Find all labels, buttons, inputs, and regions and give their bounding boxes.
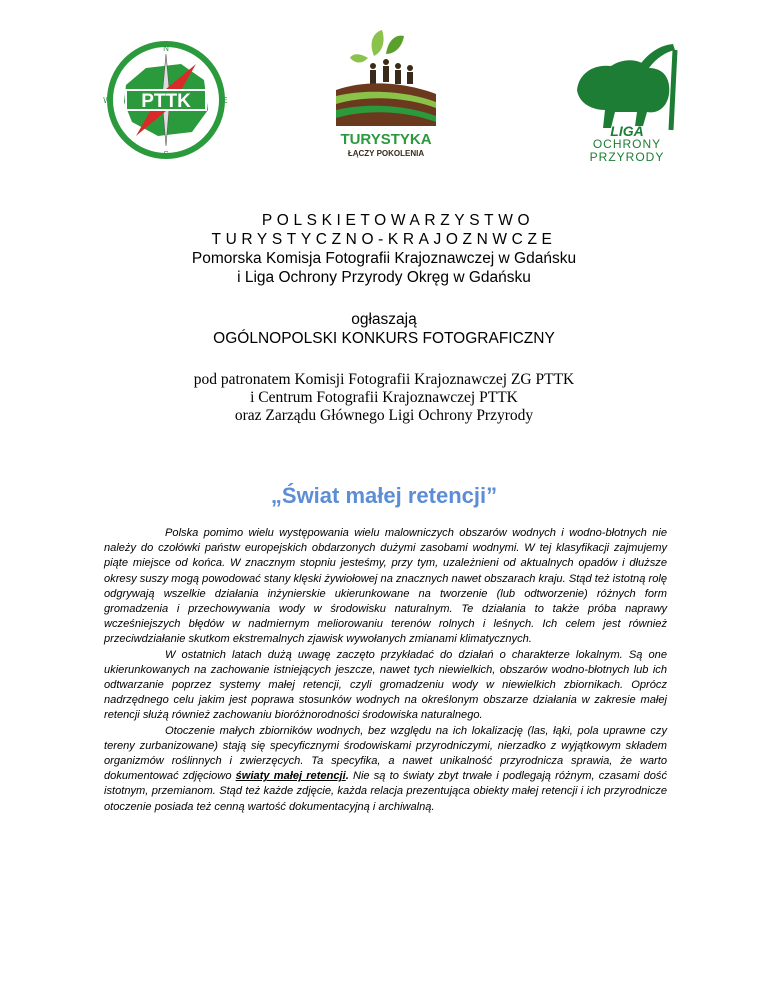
- svg-text:E: E: [222, 96, 228, 105]
- patronage-line2: i Centrum Fotografii Krajoznawczej PTTK: [250, 389, 518, 406]
- org-name-line2: TURYSTYCZNO-KRAJOZNWCZE: [211, 231, 557, 248]
- body-text: [104, 526, 667, 815]
- body-paragraph-1: Polska pomimo wielu występowania wielu malowniczych obszarów wodnych i wodno-błotnych nie należy do czołówki państw europejskich obdarzonych dużymi zasobami wodnymi. W tej klasyfikacji zajmujemy piąte miejsce od końca. W znacznym stopniu jesteśmy, przy tym, uzależnieni od aktualnych opadów i dłuższe okresy suszy mogą powodować stany klęski żywiołowej na znacznych nawet obszarach kraju. Stąd też istotną rolę odgrywają wszelkie działania inżynierskie ukierunkowane na tworzenie (lub odtworzenie) różnych form gromadzenia i przechowywania wody w środowisku naturalnym. Te działania to także próba naprawy wcześniejszych błędów w nadmiernym meliorowaniu terenów rolnych i leśnych. Ich celem jest również przeciwdziałanie skutkom ekstremalnych zjawisk wywołanych zmianami klimatycznych.: [104, 527, 667, 646]
- turystyka-logo-subtitle: ŁĄCZY POKOLENIA: [347, 149, 425, 158]
- announce-contest: OGÓLNOPOLSKI KONKURS FOTOGRAFICZNY: [213, 330, 555, 347]
- org-name-line3: Pomorska Komisja Fotografii Krajoznawczej w Gdańsku: [191, 250, 577, 267]
- lop-logo-line2: PRZYRODY: [589, 150, 665, 164]
- lop-logo-mark: LIGA: [610, 123, 644, 139]
- org-name-line4: i Liga Ochrony Przyrody Okręg w Gdańsku: [237, 269, 531, 286]
- patronage-line1: pod patronatem Komisji Fotografii Krajoznawczej ZG PTTK: [193, 371, 575, 388]
- liga-ochrony-przyrody-logo: [565, 38, 690, 164]
- emphasis-phrase: światy małej retencji: [235, 770, 346, 783]
- svg-text:W: W: [103, 96, 111, 105]
- pttk-logo-text: PTTK: [141, 91, 191, 112]
- turystyka-logo-title: TURYSTYKA: [340, 131, 432, 148]
- announce-verb: ogłaszają: [351, 311, 417, 328]
- svg-text:S: S: [163, 150, 169, 159]
- patronage-line3: oraz Zarządu Głównego Ligi Ochrony Przyrody: [234, 407, 534, 424]
- pttk-logo: [96, 40, 236, 160]
- contest-title: „Świat małej retencji”: [270, 483, 498, 508]
- svg-text:N: N: [163, 44, 169, 53]
- body-paragraph-3: Otoczenie małych zbiorników wodnych, bez względu na ich lokalizację (las, łąki, pola uprawne czy tereny zurbanizowane) stają się specyficznymi środowiskami przyrodniczymi, nierzadko z wyjątkowym składem organizmów roślinnych i zwierzęcych. Ta specyfika, a nawet unikalność przyrodnicza sprawia, że warto dokumentować zdjęciowo światy małej retencji. Nie są to światy zbyt trwałe i podlegają różnym, czasami dość istotnym, przemianom. Stąd też każde zdjęcie, każda relacja prezentująca obiekty małej retencji i ich przyrodnicze otoczenie posiada też cenną wartość dokumentacyjną i archiwalną.: [104, 724, 667, 813]
- body-paragraph-2: W ostatnich latach dużą uwagę zaczęto przykładać do działań o charakterze lokalnym. Są one ukierunkowanych na zachowanie istniejących jeszcze, nawet tych niewielkich, obszarów wodno-błotnych lub ich odtwarzanie poprzez systemy małej retencji, czyli gromadzeniu wody w niewielkich zbiornikach. Oprócz nadrzędnego celu jakim jest poprawa stosunków wodnych na określonym obszarze działania w zakresie małej retencji służą również zachowaniu bioróżnorodności środowiska naturalnego.: [104, 648, 667, 722]
- lop-logo-line1: OCHRONY: [592, 137, 662, 151]
- turystyka-logo: [330, 28, 442, 163]
- org-name-line1: POLSKIETOWARZYSTWO: [261, 212, 535, 229]
